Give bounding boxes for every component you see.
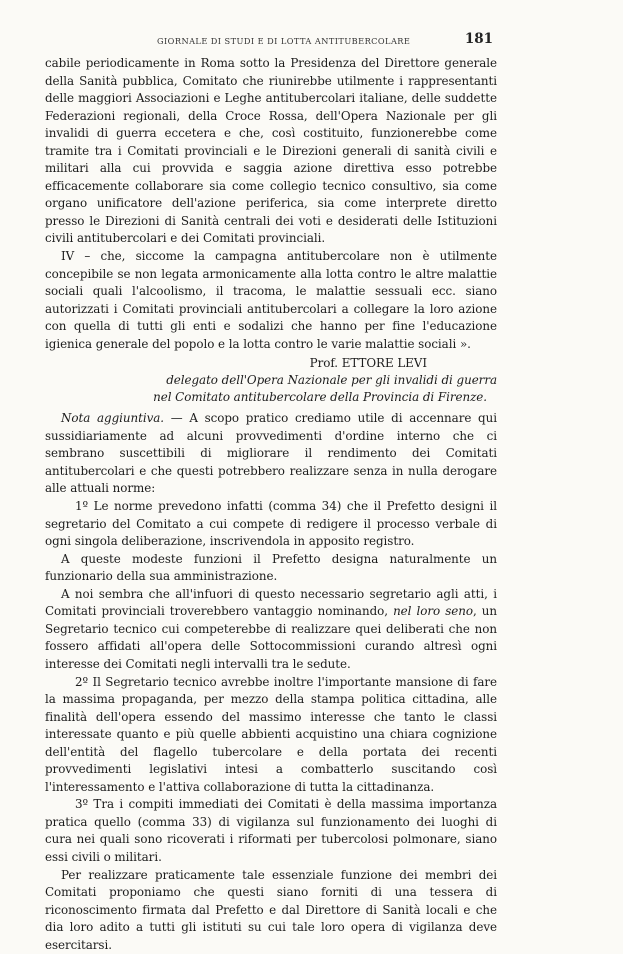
segretario-emphasis: nel loro seno <box>393 604 473 619</box>
segretario-text-b: , un Segretario tecnico cui competerebbe di realizzare quei deliberati che non fossero affidati all'opera delle Sottocommissioni curando altresì ogni interesse dei Comitati negli intervalli tra le sedute. <box>45 604 497 671</box>
page-number: 181 <box>464 31 493 47</box>
signature-name: Prof. ETTORE LEVI <box>309 356 427 371</box>
note-title: Nota aggiuntiva. <box>61 411 165 426</box>
paragraph-final: Per realizzare praticamente tale essenziale funzione dei membri dei Comitati proponiamo che questi siano forniti di una tessera di riconoscimento firmata dal Prefetto e dal Direttore di Sanità locali e che dia loro adito a tutti gli istituti su cui tale loro opera di vigilanza deve esercitarsi. <box>45 867 497 952</box>
paragraph-segretario <box>45 586 497 674</box>
paragraph-point-3: 3º Tra i compiti immediati dei Comitati è della massima importanza pratica quello (comma 33) di vigilanza sul funzionamento dei luoghi di cura nei quali sono ricoverati i riformati per tubercolosi polmonare, siano essi civili o militari. <box>45 797 497 864</box>
paragraph-point-iv: IV – che, siccome la campagna antitubercolare non è utilmente concepibile se non legata armonicamente alla lotta contro le altre malattie sociali quali l'alcoolismo, il tracoma, le malattie sessuali ecc. siano autorizzati i Comitati provinciali antitubercolari a collegare la loro azione con quella di tutti gli enti e sodalizi che hanno per fine l'educazione igienica generale del popolo e la lotta contro le varie malattie sociali ». <box>45 249 497 351</box>
note-intro: — A scopo pratico crediamo utile di accennare qui sussidiariamente ad alcuni provvedimenti d'ordine interno che ci sembrano suscettibili di migliorare il rendimento dei Comitati antitubercolari e che questi potrebbero realizzare senza in nulla derogare alle attuali norme: <box>45 411 497 496</box>
signature-place: nel Comitato antitubercolare della Provincia di Firenze. <box>153 390 487 405</box>
segretario-text-a: A noi sembra che all'infuori di questo necessario segretario agli atti, i Comitati provinciali troverebbero vantaggio nominando, <box>45 586 497 619</box>
signature-role: delegato dell'Opera Nazionale per gli invalidi di guerra <box>166 373 497 388</box>
running-head: GIORNALE DI STUDI E DI LOTTA ANTITUBERCOLARE <box>157 36 411 46</box>
paragraph-point-1: 1º Le norme prevedono infatti (comma 34) che il Prefetto designi il segretario del Comitato a cui compete di redigere il processo verbale di ogni singola deliberazione, inscrivendola in apposito registro. <box>45 499 497 549</box>
page-body <box>45 55 497 954</box>
signature-block <box>45 355 497 406</box>
paragraph-prefetto: A queste modeste funzioni il Prefetto designa naturalmente un funzionario della sua amministrazione. <box>45 551 497 584</box>
paragraph-point-2: 2º Il Segretario tecnico avrebbe inoltre l'importante mansione di fare la massima propaganda, per mezzo della stampa politica cittadina, alle finalità dell'opera essendo del massimo interesse che tanto le classi interessate quanto e più quelle abbienti acquistino una chiara cognizione dell'entità del flagello tubercolare e della portata dei recenti provvedimenti legislativi intesi a combatterlo suscitando così l'interessamento e l'attiva collaborazione di tutta la cittadinanza. <box>45 674 497 794</box>
paragraph-note <box>45 410 497 498</box>
page-header <box>45 30 493 54</box>
paragraph-continuation: cabile periodicamente in Roma sotto la Presidenza del Direttore generale della Sanità pubblica, Comitato che riunirebbe utilmente i rappresentanti delle maggiori Associazioni e Leghe antitubercolari italiane, delle suddette Federazioni regionali, della Croce Rossa, dell'Opera Nazionale per gli invalidi di guerra eccetera e che, così costituito, funzionerebbe come tramite tra i Comitati provinciali e le Direzioni generali di sanità civili e militari alla cui provvida e saggia azione direttiva esso potrebbe efficacemente collaborare sia come collegio tecnico consultivo, sia come organo unificatore dell'azione periferica, sia come interprete diretto presso le Direzioni di Sanità centrali dei voti e desiderati delle Istituzioni civili antitubercolari e dei Comitati provinciali. <box>45 56 497 246</box>
